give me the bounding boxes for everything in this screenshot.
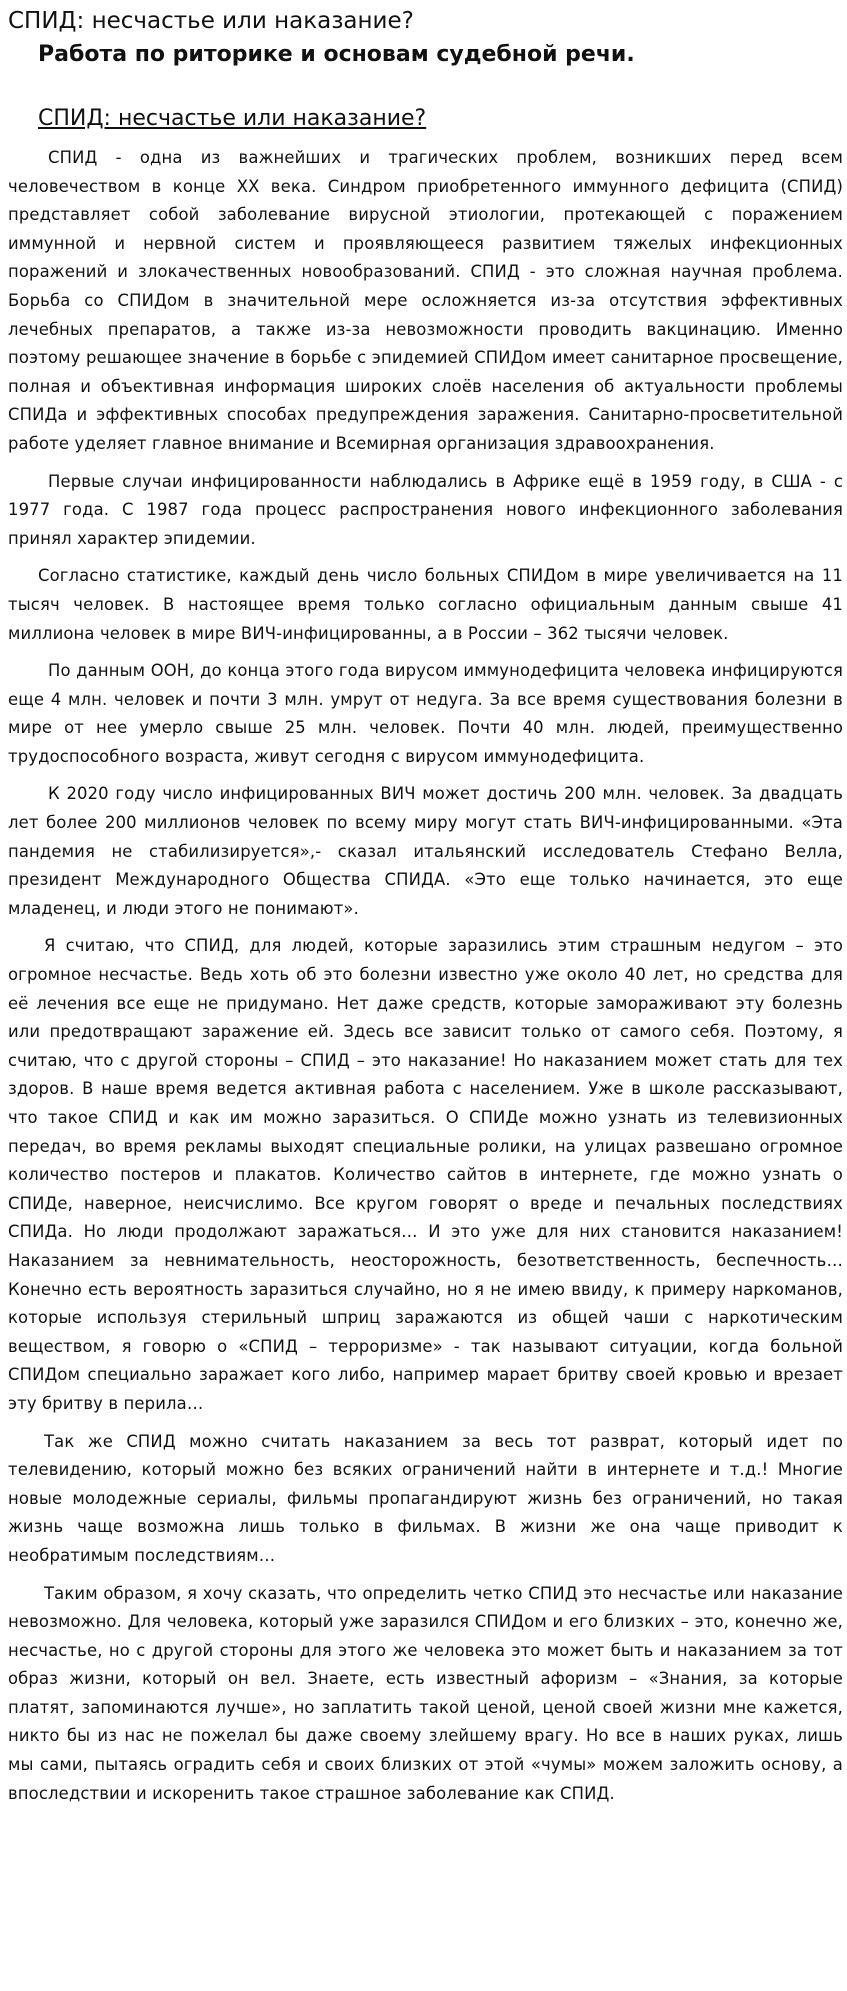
page-title: СПИД: несчастье или наказание? xyxy=(8,8,414,34)
paragraph-conclusion: Таким образом, я хочу сказать, что определить четко СПИД это несчастье или наказание невозможно. Для человека, который уже заразился СПИДом и его близких – это, конечно же, несчастье, но с другой стороны для этого же человека это может быть и наказанием за тот образ жизни, который он вел. Знаете, есть известный афоризм – «Знания, за которые платят, запоминаются лучше», но заплатить такой ценой, ценой своей жизни мне кажется, никто бы из нас не пожелал бы даже своему злейшему врагу. Но все в наших руках, лишь мы сами, пытаясь оградить себя и своих близких от этой «чумы» можем заложить основу, а впоследствии и искоренить такое страшное заболевание как СПИД. xyxy=(8,1583,843,1803)
paragraph-intro: СПИД - одна из важнейших и трагических проблем, возникших перед всем человечеством в конце XX века. Синдром приобретенного иммунного дефицита (СПИД) представляет собой заболевание вирусной этиологии, протекающей с поражением иммунной и нервной систем и проявляющееся развитием тяжелых инфекционных поражений и злокачественных новообразований. СПИД - это сложная научная проблема. Борьба со СПИДом в значительной мере осложняется из-за отсутствия эффективных лечебных препаратов, а также из-за невозможности проводить вакцинацию. Именно поэтому решающее значение в борьбе с эпидемией СПИДом имеет санитарное просвещение, полная и объективная информация широких слоёв населения об актуальности проблемы СПИДа и эффективных способах предупреждения заражения. Санитарно-просветительной работе уделяет главное внимание и Всемирная организация здравоохранения. xyxy=(8,148,843,453)
paragraph-statistics: Согласно статистике, каждый день число больных СПИДом в мире увеличивается на 11 тысяч человек. В настоящее время только согласно официальным данным свыше 41 миллиона человек в мире ВИЧ-инфицированны, а в России – 362 тысячи человек. xyxy=(8,566,843,643)
paragraph-opinion: Я считаю, что СПИД, для людей, которые заразились этим страшным недугом – это огромное несчастье. Ведь хоть об это болезни известно уже около 40 лет, но средства для её лечения все еще не придумано. Нет даже средств, которые замораживают эту болезнь или предотвращают заражение ей. Здесь все зависит только от самого себя. Поэтому, я считаю, что с другой стороны – СПИД – это наказание! Но наказанием может стать для тех здоров. В наше время ведется активная работа с населением. Уже в школе рассказывают, что такое СПИД и как им можно заразиться. О СПИДе можно узнать из телевизионных передач, во время рекламы выходят специальные ролики, на улицах развешано огромное количество постеров и плакатов. Количество сайтов в интернете, где можно узнать о СПИДе, наверное, неисчислимо. Все кругом говорят о вреде и печальных последствиях СПИДа. Но люди продолжают заражаться… И это уже для них становится наказанием! Наказанием за невнимательность, неосторожность, безответственность, беспечность… Конечно есть вероятность заразиться случайно, но я не имею ввиду, к примеру наркоманов, которые используя стерильный шприц заражаются из общей чаши с наркотическим веществом, я говорю о «СПИД – терроризме» - так называют ситуации, когда больной СПИДом специально заражает кого либо, например марает бритву своей кровью и врезает эту бритву в перила… xyxy=(8,936,843,1413)
work-subtitle: Работа по риторике и основам судебной речи. xyxy=(38,42,635,67)
paragraph-un-data: По данным ООН, до конца этого года вирусом иммунодефицита человека инфицируются еще 4 млн. человек и почти 3 млн. умрут от недуга. За все время существования болезни в мире от нее умерло свыше 25 млн. человек. Почти 40 млн. людей, преимущественно трудоспособного возраста, живут сегодня с вирусом иммунодефицита. xyxy=(8,661,843,766)
essay-body xyxy=(8,144,843,1808)
paragraph-forecast: К 2020 году число инфицированных ВИЧ может достичь 200 млн. человек. За двадцать лет более 200 миллионов человек по всему миру могут стать ВИЧ-инфицированными. «Эта пандемия не стабилизируется»,- сказал итальянский исследователь Стефано Велла, президент Международного Общества СПИДА. «Это еще только начинается, это еще младенец, и люди этого не понимают». xyxy=(8,784,843,918)
paragraph-first-cases: Первые случаи инфицированности наблюдались в Африке ещё в 1959 году, в США - с 1977 года. С 1987 года процесс распространения нового инфекционного заболевания принял характер эпидемии. xyxy=(8,471,843,548)
paragraph-punishment: Так же СПИД можно считать наказанием за весь тот разврат, который идет по телевидению, который можно без всяких ограничений найти в интернете и т.д.! Многие новые молодежные сериалы, фильмы пропагандируют жизнь без ограничений, но такая жизнь чаще возможна лишь только в фильмах. В жизни же она чаще приводит к необратимым последствиям… xyxy=(8,1431,843,1565)
essay-title: СПИД: несчастье или наказание? xyxy=(38,106,427,131)
